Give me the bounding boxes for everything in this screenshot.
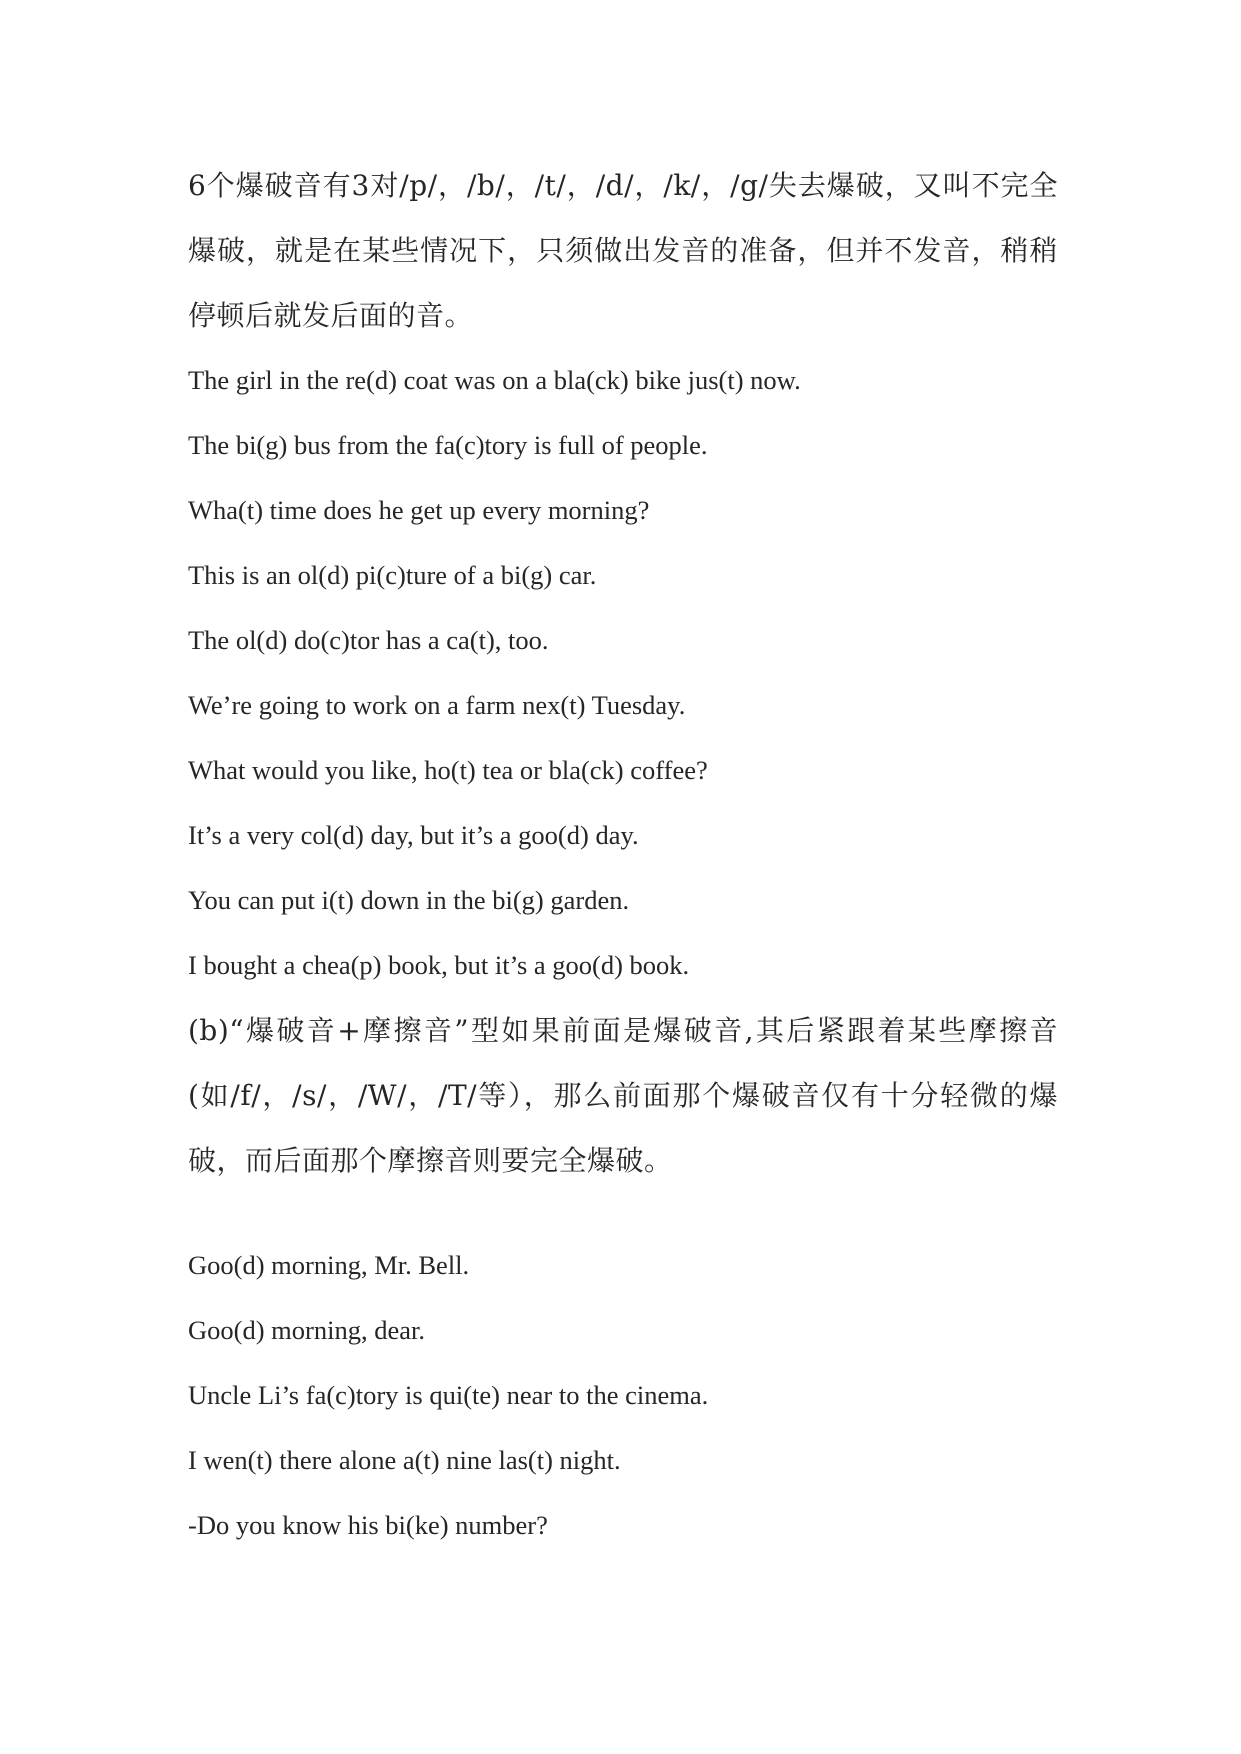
example-sentence: I bought a chea(p) book, but it’s a goo(d) book.: [188, 950, 690, 980]
example-sentence: Uncle Li’s fa(c)tory is qui(te) near to the cinema.: [188, 1380, 709, 1410]
example-sentence: Goo(d) morning, Mr. Bell.: [188, 1250, 470, 1280]
document-body: [188, 153, 1058, 1558]
example-list-b: [188, 1233, 1058, 1558]
example-sentence: You can put i(t) down in the bi(g) garden.: [188, 885, 630, 915]
example-sentence: Goo(d) morning, dear.: [188, 1315, 425, 1345]
example-sentence: Wha(t) time does he get up every morning?: [188, 495, 650, 525]
blank-line: [188, 1193, 1058, 1233]
example-sentence: The girl in the re(d) coat was on a bla(ck) bike jus(t) now.: [188, 365, 801, 395]
example-sentence: I wen(t) there alone a(t) nine las(t) night.: [188, 1445, 621, 1475]
example-sentence: What would you like, ho(t) tea or bla(ck) coffee?: [188, 755, 708, 785]
example-sentence: This is an ol(d) pi(c)ture of a bi(g) car.: [188, 560, 597, 590]
example-sentence: The ol(d) do(c)tor has a ca(t), too.: [188, 625, 549, 655]
example-sentence: -Do you know his bi(ke) number?: [188, 1510, 548, 1540]
intro-paragraph: 6个爆破音有3对/p/，/b/，/t/，/d/，/k/，/g/失去爆破，又叫不完全爆破，就是在某些情况下，只须做出发音的准备，但并不发音，稍稍停顿后就发后面的音。: [188, 169, 1058, 332]
example-sentence: We’re going to work on a farm nex(t) Tuesday.: [188, 690, 686, 720]
example-sentence: The bi(g) bus from the fa(c)tory is full of people.: [188, 430, 708, 460]
example-sentence: It’s a very col(d) day, but it’s a goo(d) day.: [188, 820, 639, 850]
example-list-a: [188, 348, 1058, 998]
section-b-paragraph: (b)“爆破音+摩擦音”型如果前面是爆破音,其后紧跟着某些摩擦音(如/f/，/s/，/W/，/T/等），那么前面那个爆破音仅有十分轻微的爆破，而后面那个摩擦音则要完全爆破。: [188, 1014, 1058, 1177]
